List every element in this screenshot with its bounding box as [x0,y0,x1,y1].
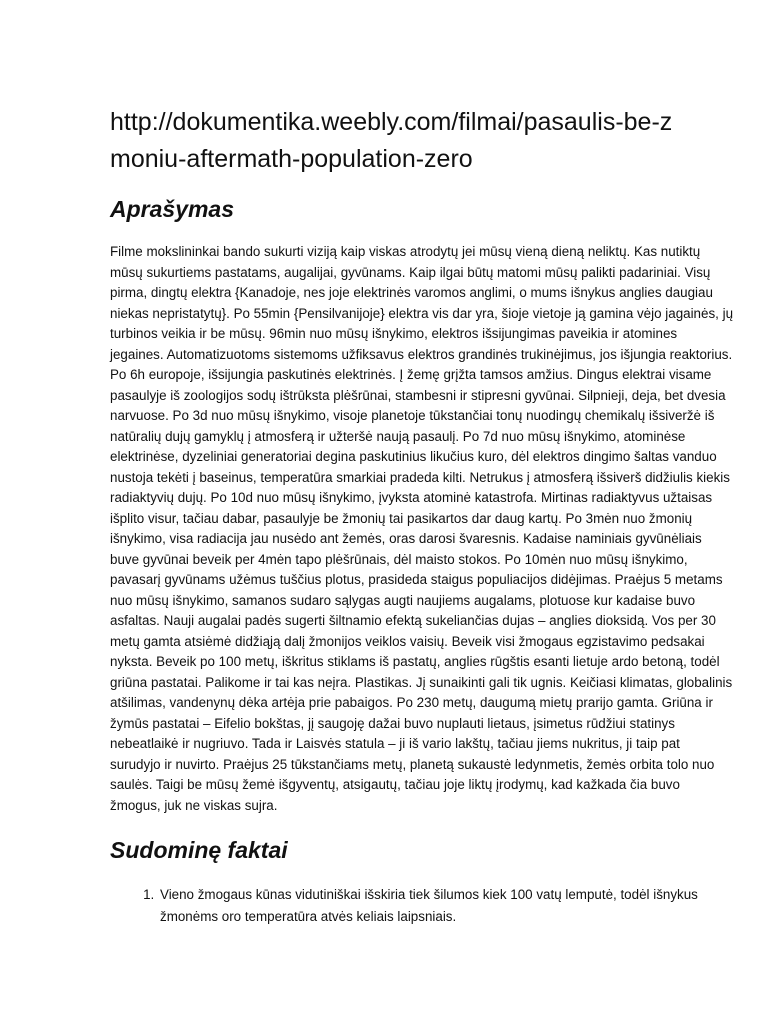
section-heading-description: Aprašymas [110,196,235,222]
source-url: http://dokumentika.weebly.com/filmai/pasaulis-be-zmoniu-aftermath-population-zero [110,108,673,173]
facts-list [110,884,758,928]
list-item: 1. Vieno žmogaus kūnas vidutiniškai išskiria tiek šilumos kiek 100 vatų lemputė, todėl išnykus žmonėms oro temperatūra atvės keliais laipsniais. [158,884,758,928]
description-paragraph: Filme mokslininkai bando sukurti viziją kaip viskas atrodytų jei mūsų vieną dieną neliktų. Kas nutiktų mūsų sukurtiems pastatams, augalijai, gyvūnams. Kaip ilgai būtų matomi mūsų palikti padariniai. Visų pirma, dingtų elektra {Kanadoje, nes joje elektrinės varomos anglimi, o mums išnykus anglies daugiau niekas nepristatytų}. Po 55min {Pensilvanijoje} elektra vis dar yra, šioje vietoje ją gamina vėjo jagainės, jų turbinos veikia ir be mūsų. 96min nuo mūsų išnykimo, elektros išsijungimas paveikia ir atomines jegaines. Automatizuotoms sistemoms užfiksavus elektros grandinės trukinėjimus, jos išjungia reaktorius. Po 6h europoje, išsijungia paskutinės elektrinės. Į žemę grįžta tamsos amžius. Dingus elektrai visame pasaulyje iš zoologijos sodų ištrūksta plėšrūnai, stambesni ir stipresni gyvūnai. Silpnieji, deja, bet dvesia narvuose. Po 3d nuo mūsų išnykimo, visoje planetoje tūkstančiai tonų nuodingų chemikalų išsiveržė iš natūralių dujų gamyklų į atmosferą ir užteršė naują pasaulį. Po 7d nuo mūsų išnykimo, atominėse elektrinėse, dyzeliniai generatoriai degina paskutinius likučius kuro, dėl elektros dingimo šaltas vanduo nustoja tekėti į baseinus, temperatūra smarkiai pradeda kilti. Netrukus į atmosferą išsiverš didžiulis kiekis radiaktyvių dujų. Po 10d nuo mūsų išnykimo, įvyksta atominė katastrofa. Mirtinas radiaktyvus užtaisas išplito visur, tačiau dabar, pasaulyje be žmonių tai pasikartos dar daug kartų. Po 3mėn nuo žmonių išnykimo, visa radiacija jau nusėdo ant žemės, oras darosi švaresnis. Kadaise naminiais gyvūnėliais buve gyvūnai beveik per 4mėn tapo plėšrūnais, dėl maisto stokos. Po 10mėn nuo mūsų išnykimo, pavasarį gyvūnams užėmus tuščius plotus, prasideda staigus populiacijos didėjimas. Praėjus 5 metams nuo mūsų išnykimo, samanos sudaro sąlygas augti naujiems augalams, plotuose kur kadaise buvo asfaltas. Nauji augalai padės sugerti šiltnamio efektą sukeliančias dujas – anglies dioksidą. Vos per 30 metų gamta atsiėmė didžiąją dalį žmonijos veiklos vaisių. Beveik visi žmogaus egzistavimo pedsakai nyksta. Beveik po 100 metų, iškritus stiklams iš pastatų, anglies rūgštis esanti lietuje ardo betoną, todėl griūna pastatai. Palikome ir tai kas neįra. Plastikas. Jį sunaikinti gali tik ugnis. Keičiasi klimatas, globalinis atšilimas, vandenynų dėka artėja prie pabaigos. Po 230 metų, daugumą mietų prarijo gamta. Griūna ir žymūs pastatai – Eifelio bokštas, jį saugoję dažai buvo nuplauti lietaus, įsimetus rūdžiui statinys nebeatlaikė ir nugriuvo. Tada ir Laisvės statula – ji iš vario lakštų, tačiau jiems nukritus, ji taip pat surudyjo ir nuvirto. Praėjus 25 tūkstančiams metų, planetą sukaustė ledynmetis, žemės orbita tolo nuo saulės. Taigi be mūsų žemė išgyventų, atsigautų, tačiau joje liktų įrodymų, kad kažkada čia buvo žmogus, juk ne viskas sujra. [110,244,734,813]
document-page [110,104,750,928]
section-heading-facts: Sudominę faktai [110,837,288,863]
